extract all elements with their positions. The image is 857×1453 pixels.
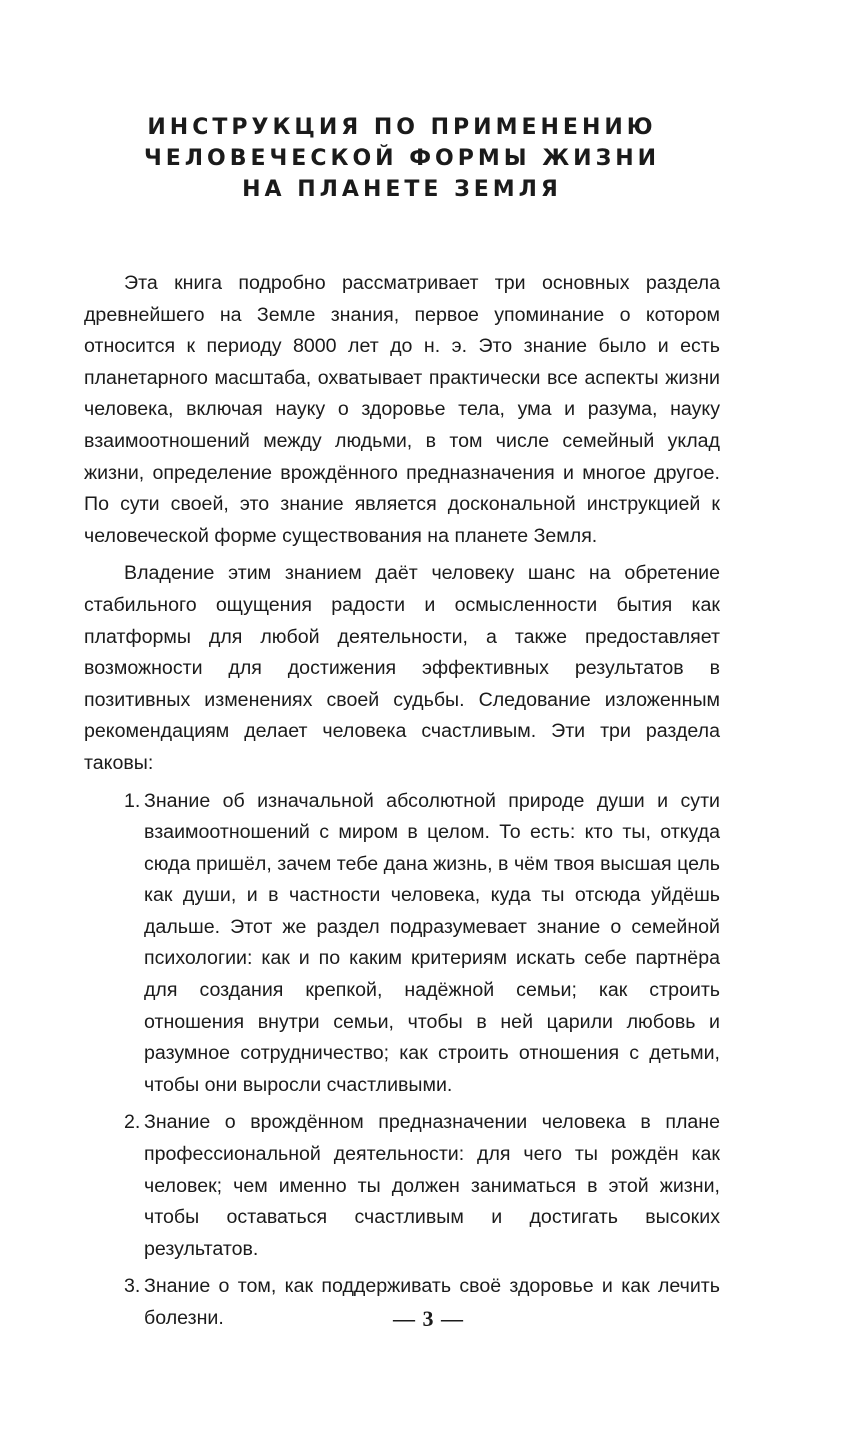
chapter-title-line-2: ЧЕЛОВЕЧЕСКОЙ ФОРМЫ ЖИЗНИ <box>143 146 661 171</box>
list-item-number: 3. <box>124 1275 141 1298</box>
chapter-title <box>84 112 720 205</box>
page-content <box>84 112 720 1329</box>
list-item <box>84 786 720 1102</box>
chapter-title-line-1: ИНСТРУКЦИЯ ПО ПРИМЕНЕНИЮ <box>147 115 657 140</box>
chapter-title-line-3: НА ПЛАНЕТЕ ЗЕМЛЯ <box>242 177 562 202</box>
body-text <box>84 268 720 1335</box>
list-item-number: 1. <box>124 789 141 812</box>
page-number: — 3 — <box>393 1306 464 1331</box>
sections-list <box>84 786 720 1335</box>
paragraph-intro: Эта книга подробно рассматривает три основных раздела древнейшего на Земле знания, первое упоминание о котором относится к периоду 8000 лет до н. э. Это знание было и есть планетарного масштаба, охватывает практически все аспекты жизни человека, включая науку о здоровье тела, ума и разума, науку взаимоотношений между людьми, в том числе семейный уклад жизни, определение врождённого предназначения и многое другое. По сути своей, это знание является доскональной инструкцией к человеческой форме существования на планете Земля. <box>84 272 720 547</box>
list-item <box>84 1107 720 1265</box>
list-item-text: Знание о том, как поддерживать своё здоровье и как лечить болезни. <box>144 1275 720 1329</box>
list-item-text: Знание об изначальной абсолютной природе души и сути взаимоотношений с миром в целом. То есть: кто ты, откуда сюда пришёл, зачем тебе дана жизнь, в чём твоя высшая цель как души, и в частности человека, куда ты отсюда уйдёшь дальше. Этот же раздел подразумевает знание о семейной психологии: как и по каким критериям искать себе партнёра для создания крепкой, надёжной семьи; как строить отношения внутри семьи, чтобы в ней царили любовь и разумное сотрудничество; как строить отношения с детьми, чтобы они выросли счастливыми. <box>144 789 720 1096</box>
list-item-number: 2. <box>124 1111 141 1134</box>
paragraph-benefits: Владение этим знанием даёт человеку шанс на обретение стабильного ощущения радости и осмысленности бытия как платформы для любой деятельности, а также предоставляет возможности для достижения эффективных результатов в позитивных изменениях своей судьбы. Следование изложенным рекомендациям делает человека счастливым. Эти три раздела таковы: <box>84 562 720 774</box>
list-item-text: Знание о врождённом предназначении человека в плане профессиональной деятельности: для чего ты рождён как человек; чем именно ты должен заниматься в этой жизни, чтобы оставаться счастливым и достигать высоких результатов. <box>144 1111 720 1260</box>
